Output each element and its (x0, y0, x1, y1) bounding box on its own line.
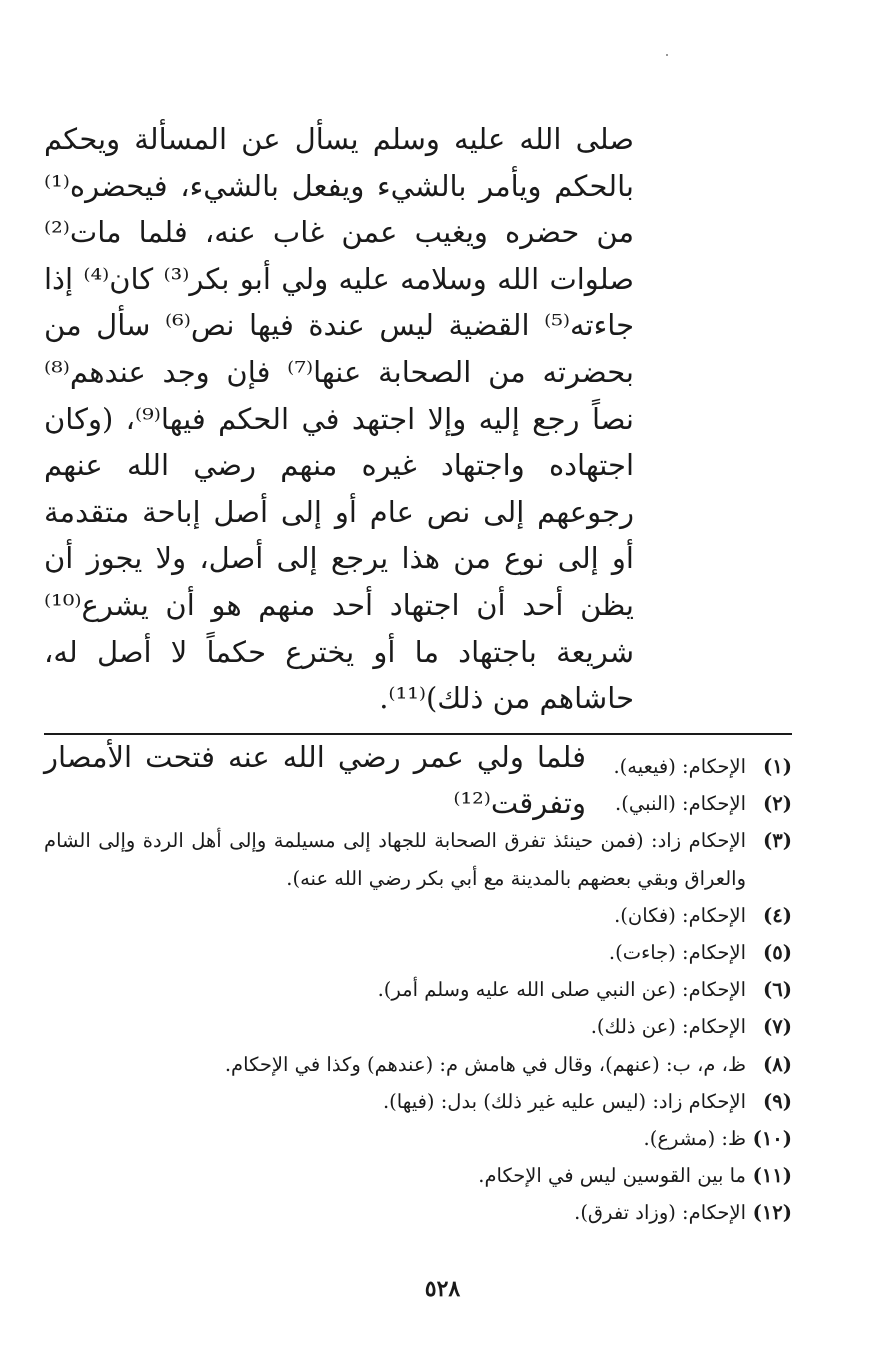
footnote-number: (٨) (763, 1052, 792, 1076)
footnote-number: (١٢) (752, 1201, 792, 1225)
footnote-text: الإحكام: (وزاد تفرق). (574, 1201, 746, 1225)
footnote-number: (٤) (763, 903, 792, 927)
footnote-number: (١) (763, 755, 792, 778)
footnote-item (44, 1008, 792, 1045)
footnote-text: الإحكام زاد: (فمن حينئذ تفرق الصحابة للجهاد إلى مسيلمة وإلى أهل الردة وإلى الشام والعراق وبقي بعضهم بالمدينة مع أبي بكر رضي الله عنه). (44, 829, 746, 890)
footnote-text: الإحكام: (عن النبي صلى الله عليه وسلم أمر). (377, 978, 746, 1002)
footnote-text: الإحكام: (جاءت). (608, 941, 746, 965)
footnote-item (44, 785, 792, 822)
footnote-item (44, 1120, 792, 1157)
footnote-number: (١١) (752, 1164, 792, 1188)
main-paragraph-1: صلى الله عليه وسلم يسأل عن المسألة ويحكم بالحكم ويأمر بالشيء ويفعل بالشيء، فيحضره⁽¹⁾ من حضره ويغيب عمن غاب عنه، فلما مات⁽²⁾ صلوات الله وسلامه عليه ولي أبو بكر⁽³⁾ كان⁽⁴⁾ إذا جاءته⁽⁵⁾ القضية ليس عندة فيها نص⁽⁶⁾ سأل من بحضرته من الصحابة عنها⁽⁷⁾ فإن وجد عندهم⁽⁸⁾ نصاً رجع إليه وإلا اجتهد في الحكم فيها⁽⁹⁾، (وكان اجتهاده واجتهاد غيره منهم رضي الله عنهم رجوعهم إلى نص عام أو إلى أصل إباحة متقدمة أو إلى نوع من هذا يرجع إلى أصل، ولا يجوز أن يظن أحد أن اجتهاد أحد منهم هو أن يشرع⁽¹⁰⁾ شريعة باجتهاد ما أو يخترع حكماً لا أصل له، حاشاهم من ذلك)⁽¹¹⁾. (44, 122, 635, 716)
footnote-text: ظ: (مشرع). (643, 1127, 746, 1151)
footnote-separator (44, 733, 792, 735)
footnote-item (44, 1194, 792, 1231)
footnote-item (44, 1083, 792, 1120)
footnote-item (44, 897, 792, 934)
footnote-number: (٩) (763, 1089, 792, 1113)
footnote-text: الإحكام: (فكان). (614, 903, 746, 927)
footnote-number: (٧) (763, 1015, 792, 1039)
footnote-number: (١٠) (752, 1127, 792, 1151)
footnote-text: الإحكام: (فيعيه). (613, 755, 746, 778)
scan-speck (666, 54, 668, 56)
footnote-text: ظ، م، ب: (عنهم)، وقال في هامش م: (عندهم) وكذا في الإحكام. (224, 1052, 746, 1076)
footnote-item (44, 822, 792, 896)
footnote-number: (٢) (763, 792, 792, 816)
footnotes-list (44, 748, 792, 1232)
footnote-item (44, 1157, 792, 1194)
footnote-item (44, 971, 792, 1008)
footnote-item (44, 1046, 792, 1083)
footnote-number: (٦) (763, 978, 792, 1002)
main-text-block (44, 116, 634, 827)
footnote-number: (٣) (763, 829, 792, 853)
footnote-item (44, 934, 792, 971)
main-paragraph-2: فلما ولي عمر رضي الله عنه فتحت الأمصار وتفرقت⁽¹²⁾ (44, 739, 586, 821)
footnote-text: الإحكام زاد: (ليس عليه غير ذلك) بدل: (فيها). (382, 1089, 746, 1113)
footnote-item (44, 748, 792, 785)
footnote-text: الإحكام: (عن ذلك). (590, 1015, 746, 1039)
page-number: ٥٢٨ (424, 1276, 461, 1302)
footnote-text: الإحكام: (النبي). (615, 792, 746, 816)
footnote-number: (٥) (763, 941, 792, 965)
footnote-text: ما بين القوسين ليس في الإحكام. (478, 1164, 746, 1188)
